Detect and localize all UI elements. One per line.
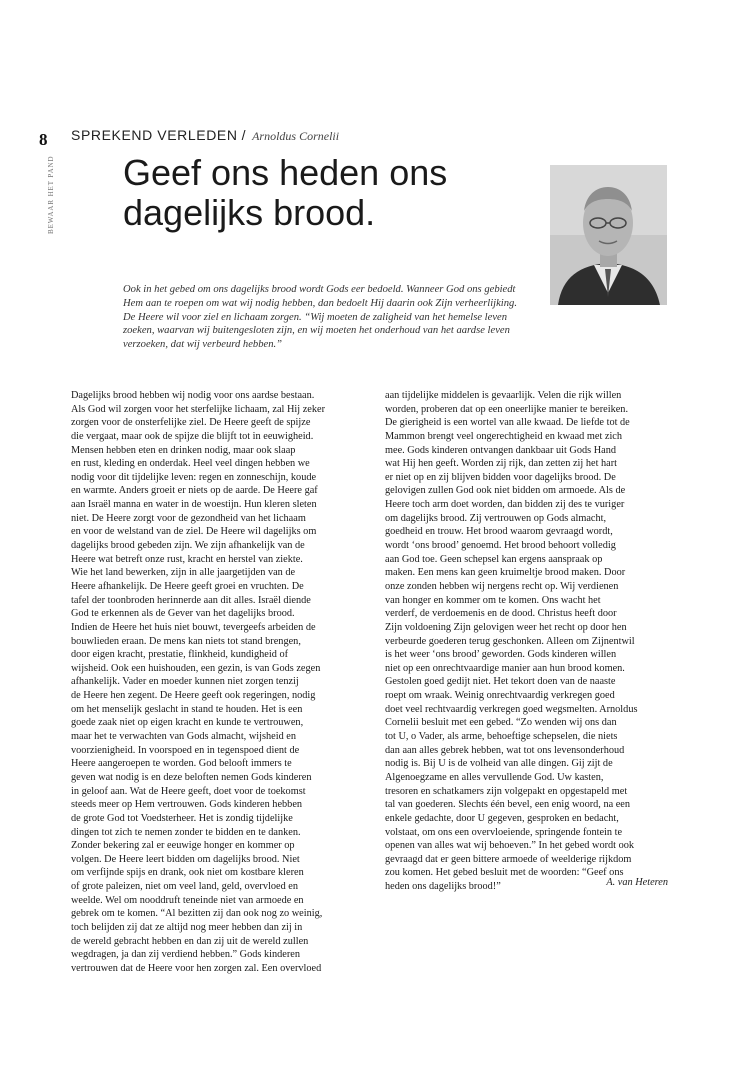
section-name: SPREKEND VERLEDEN xyxy=(71,127,238,143)
article-intro: Ook in het gebed om ons dagelijks brood wordt Gods eer bedoeld. Wanneer God ons gebiedt Hem aan te roepen om wat wij nodig hebben, dan bedoelt Hij daarin ook Zijn verheerlijking. De Heere wil voor ziel en lichaam zorgen. “Wij moeten de zaligheid van het hemelse leven zoeken, waarvan wij buitengesloten zijn, en wij moeten het onderhoud van het aardse leven verzoeken, dat wij verbeurd hebben.” xyxy=(123,284,517,351)
article-signature: A. van Heteren xyxy=(606,877,668,888)
author-portrait xyxy=(550,165,667,305)
article-title: Geef ons heden ons dagelijks brood. xyxy=(123,152,448,233)
portrait-illustration xyxy=(550,165,667,305)
side-label: BEWAAR HET PAND xyxy=(47,156,55,235)
section-author: Arnoldus Cornelii xyxy=(252,129,340,143)
section-separator: / xyxy=(241,127,247,143)
article-column-left: Dagelijks brood hebben wij nodig voor ons aardse bestaan. Als God wil zorgen voor het sterfelijke lichaam, zal Hij zeker zorgen voor de onsterfelijke ziel. De Heere geeft de spijze die vergaat, maar ook de spijze die blijft tot in eeuwigheid. Mensen hebben eten en drinken nodig, maar ook slaap en rust, kleding en onderdak. Heel veel dingen hebben we nodig voor dit tijdelijke leven: regen en zonneschijn, koude en warmte. Anders groeit er niets op de aarde. De Heere gaf aan Israël manna en water in de woestijn. Hun kleren sleten niet. De Heere zorgt voor de gezondheid van het lichaam en voor de welstand van de ziel. De Heere wil dagelijks om dagelijks brood gebeden zijn. We zijn afhankelijk van de Heere wat betreft onze rust, kracht en herstel van ziekte. Wie het land bewerken, zijn in alle jaargetijden van de Heere afhankelijk. De Heere geeft groei en vruchten. De tafel der toonbroden herinnerde aan dit alles. Israël diende God te erkennen als de Gever van het dagelijks brood. Indien de Heere het huis niet bouwt, tevergeefs arbeiden de bouwlieden eraan. De mens kan niets tot stand brengen, door eigen kracht, prestatie, flinkheid, kundigheid of wijsheid. Ook een huishouden, een gezin, is van Gods zegen afhankelijk. Vader en moeder kunnen niet zorgen tenzij de Heere hen zegent. De Heere geeft ook regeringen, nodig om het menselijk geslacht in stand te houden. Het is een goede zaak niet op eigen kracht en kunde te vertrouwen, maar het te verwachten van Gods almacht, wijsheid en voorzienigheid. In voorspoed en in tegenspoed dient de Heere aangeroepen te worden. God belooft immers te geven wat nodig is en deze beloften nemen Gods kinderen in geloof aan. Wat de Heere geeft, doet voor de toekomst steeds meer op Hem vertrouwen. Gods kinderen hebben de grote God tot Voedsterheer. Het is zondig tijdelijke dingen tot zich te nemen zonder te bidden en te danken. Zonder bekering zal er eeuwige honger en kommer op volgen. De Heere leert bidden om dagelijks brood. Niet om verfijnde spijs en drank, ook niet om kostbare kleren of grote paleizen, niet om veel land, geld, overvloed en weelde. Wel om nooddruft teneinde niet van armoede en gebrek om te komen. “Al bezitten zij dan ook nog zo weinig, toch belijden zij dat ze altijd nog meer hebben dan zij in de wereld gebracht hebben en dan zij uit de wereld zullen wegdragen, ja dan zij verdiend hebben.” Gods kinderen vertrouwen dat de Heere voor hen zorgen zal. Een overvloed xyxy=(71,390,325,974)
page-number: 8 xyxy=(39,130,48,149)
section-header xyxy=(71,127,339,144)
article-column-right: aan tijdelijke middelen is gevaarlijk. Velen die rijk willen worden, proberen dat op een oneerlijke manier te bereiken. De gierigheid is een wortel van alle kwaad. De liefde tot de Mammon brengt veel ongerechtigheid en kwaad met zich mee. Gods kinderen ontvangen dankbaar uit Gods Hand wat Hij hen geeft. Worden zij rijk, dan zetten zij het hart er niet op en zij blijven bidden voor dagelijks brood. De gelovigen zullen God ook niet bidden om armoede. Als de Heere toch arm doet worden, dan bidden zij des te vuriger om dagelijks brood. Zij vertrouwen op Gods almacht, goedheid en trouw. Het brood waarom gevraagd wordt, wordt ‘ons brood’ genoemd. Het brood behoort volledig aan God toe. Geen schepsel kan ergens aanspraak op maken. Een mens kan geen kruimeltje brood maken. Door onze zonden hebben wij nergens recht op. Wij verdienen van honger en kommer om te komen. Ons wacht het verderf, de verdoemenis en de dood. Christus heeft door Zijn voldoening Zijn gelovigen weer het recht op door hen verbeurde goederen terug geschonken. Alleen om Zijnentwil is het weer ‘ons brood’ geworden. Gods kinderen willen niet op een onrechtvaardige manier aan hun brood komen. Gestolen goed gedijt niet. Het tekort doen van de naaste roept om wraak. Weinig onrechtvaardig verkregen goed doet veel rechtvaardig verkregen goed wegsmelten. Arnoldus Cornelii besluit met een gebed. “Zo wenden wij ons dan tot U, o Vader, als arme, behoeftige schepselen, die niets dan aan alles gebrek hebben, wat tot ons levensonderhoud nodig is. Bij U is de volheid van alle dingen. Gij zijt de Algenoegzame en alles vervullende God. Uw kasten, tresoren en schatkamers zijn volgepakt en opgestapeld met tal van goederen. Slechts één bevel, een enig woord, na een enkele gedachte, door U gegeven, gesproken en bedacht, volstaat, om ons een overvloeiende, springende fontein te openen van alles wat wij behoeven.” In het gebed wordt ook gevraagd dat er geen bittere armoede of weelderige rijkdom zou komen. Het gebed besluit met de woorden: “Geef ons heden ons dagelijks brood!” xyxy=(385,390,638,893)
